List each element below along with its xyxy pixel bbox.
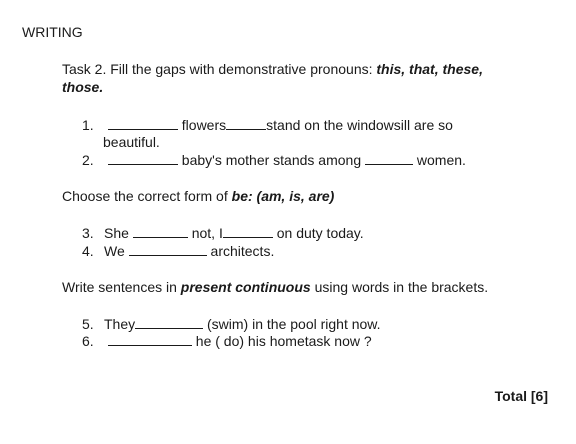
exercise-item-3 [82, 225, 364, 242]
instruction-lead: Write sentences in [62, 279, 177, 295]
answer-blank[interactable] [133, 226, 188, 238]
item-number: 3. [82, 225, 94, 241]
item-text: They [104, 316, 136, 332]
continuous-instruction [62, 279, 488, 296]
item-text: baby's mother stands among [181, 152, 362, 168]
exercise-item-2 [82, 152, 466, 169]
instruction-tail: using words in the brackets. [314, 279, 489, 295]
exercise-item-4 [82, 243, 274, 260]
instruction-emphasis: present continuous [180, 279, 311, 295]
answer-blank[interactable] [129, 244, 207, 256]
item-text: stand on the windowsill are so [266, 117, 453, 133]
section-heading: WRITING [22, 24, 83, 40]
item-number: 6. [82, 333, 94, 349]
item-text-continuation: beautiful. [103, 134, 160, 150]
item-text: he ( do) his hometask now ? [195, 333, 372, 349]
answer-blank[interactable] [108, 118, 178, 130]
item-text: on duty today. [276, 225, 364, 241]
item-number: 1. [82, 117, 94, 133]
answer-blank[interactable] [226, 118, 266, 130]
item-number: 2. [82, 152, 94, 168]
answer-blank[interactable] [108, 153, 178, 165]
exercise-item-1 [82, 117, 453, 134]
answer-blank[interactable] [223, 226, 273, 238]
exercise-item-5 [82, 316, 381, 333]
instruction-emphasis: be: (am, is, are) [231, 188, 335, 204]
item-number: 4. [82, 243, 94, 259]
item-number: 5. [82, 316, 94, 332]
answer-blank[interactable] [365, 153, 413, 165]
be-instruction [62, 188, 334, 205]
task-instruction [62, 61, 483, 78]
item-text: architects. [210, 243, 275, 259]
answer-blank[interactable] [135, 317, 203, 329]
task-lead: Task 2. Fill the gaps with demonstrative pronouns: [62, 61, 373, 77]
instruction-lead: Choose the correct form of [62, 188, 228, 204]
exercise-item-6 [82, 333, 372, 350]
item-text: women. [416, 152, 466, 168]
item-text: flowers [181, 117, 227, 133]
pronoun-options: this, that, these, [376, 61, 483, 77]
item-text: She [104, 225, 129, 241]
total-score: Total [6] [494, 388, 548, 404]
item-text: not, I [191, 225, 223, 241]
item-text: We [104, 243, 125, 259]
answer-blank[interactable] [108, 334, 192, 346]
item-text: (swim) in the pool right now. [207, 316, 381, 332]
pronoun-options-cont: those. [62, 79, 104, 95]
